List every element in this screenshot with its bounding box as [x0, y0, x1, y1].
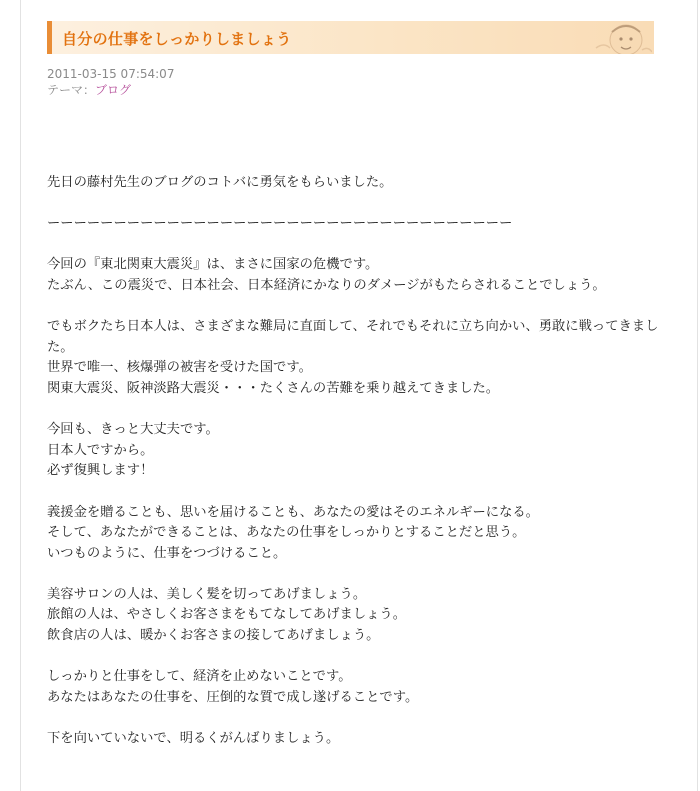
- body-paragraph: [47, 585, 667, 647]
- body-paragraph: [47, 667, 667, 708]
- body-paragraph: [47, 503, 667, 565]
- body-line: 今回も、きっと大丈夫です。: [47, 422, 219, 438]
- body-line: 必ず復興します！: [47, 463, 154, 479]
- body-line: 美容サロンの人は、美しく髪を切ってあげましょう。: [47, 586, 367, 602]
- body-paragraph: [47, 173, 667, 194]
- character-illustration-icon: [590, 21, 652, 54]
- body-line: そして、あなたができることは、あなたの仕事をしっかりとすることだと思う。: [47, 525, 526, 541]
- body-paragraph: [47, 317, 667, 399]
- body-line: あなたはあなたの仕事を、圧倒的な質で成し遂げることです。: [47, 689, 419, 705]
- body-paragraph: [47, 729, 667, 750]
- body-line: 今回の『東北関東大震災』は、まさに国家の危機です。: [47, 257, 379, 273]
- entry-title-bar: [47, 21, 654, 54]
- body-line: でもボクたち日本人は、さまざまな難局に直面して、それでもそれに立ち向かい、勇敢に戦ってきました。: [47, 319, 659, 355]
- entry-date: 2011-03-15 07:54:07: [47, 67, 175, 81]
- body-paragraph: [47, 255, 667, 296]
- body-line: 先日の藤村先生のブログのコトバに勇気をもらいました。: [47, 175, 393, 190]
- entry-title-link[interactable]: 自分の仕事をしっかりしましょう: [62, 30, 292, 48]
- body-line: 義援金を贈ることも、思いを届けることも、あなたの愛はそのエネルギーになる。: [47, 504, 539, 520]
- body-line: たぶん、この震災で、日本社会、日本経済にかなりのダメージがもたらされることでしょう。: [47, 277, 606, 293]
- theme-label: テーマ：: [47, 83, 96, 97]
- body-line: しっかりと仕事をして、経済を止めないことです。: [47, 669, 352, 685]
- entry-theme: [47, 82, 174, 98]
- theme-link[interactable]: ブログ: [95, 83, 132, 97]
- body-paragraph: [47, 420, 667, 482]
- body-line: ーーーーーーーーーーーーーーーーーーーーーーーーーーーーーーーーーーー: [47, 216, 513, 232]
- entry-meta: [47, 66, 174, 98]
- body-line: 飲食店の人は、暖かくお客さまの接してあげましょう。: [47, 628, 380, 644]
- body-line: 世界で唯一、核爆弾の被害を受けた国です。: [47, 360, 312, 376]
- body-line: 下を向いていないで、明るくがんばりましょう。: [47, 731, 340, 747]
- body-line: 日本人ですから。: [47, 442, 154, 458]
- body-line: いつものように、仕事をつづけること。: [47, 545, 287, 561]
- body-line: 旅館の人は、やさしくお客さまをもてなしてあげましょう。: [47, 607, 407, 623]
- body-line: 関東大震災、阪神淡路大震災・・・たくさんの苦難を乗り越えてきました。: [47, 380, 500, 396]
- body-paragraph: [47, 214, 667, 235]
- entry-body: [47, 173, 667, 770]
